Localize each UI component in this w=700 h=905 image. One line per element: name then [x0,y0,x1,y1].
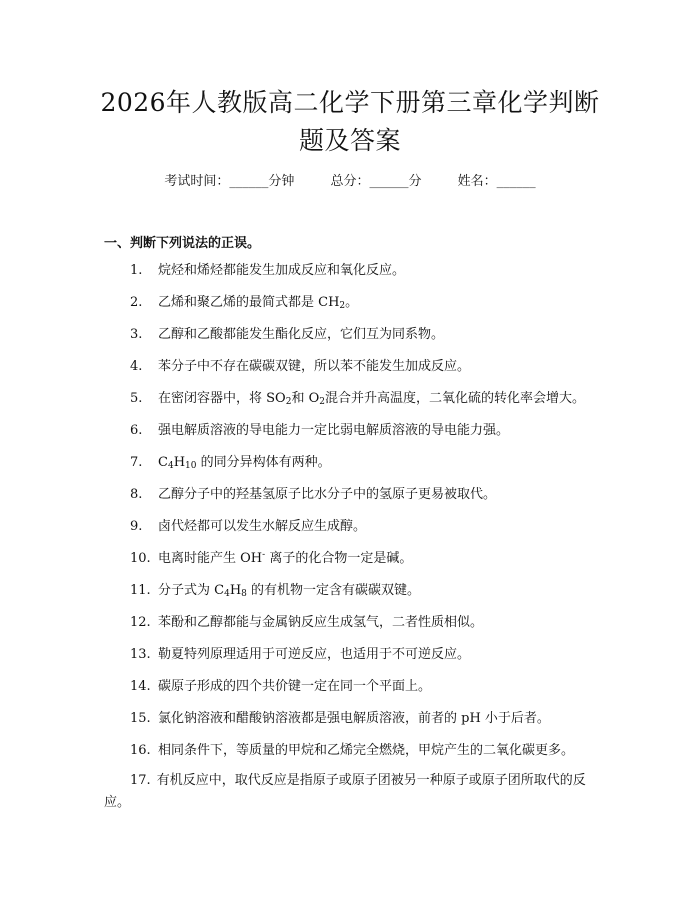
question-item [130,294,600,312]
question-text: 有机反应中，取代反应是指原子或原子团被另一种原子或原子团所取代的反应。 [104,773,586,810]
question-number: 3. [130,327,143,342]
question-item [130,518,600,536]
question-number: 5. [130,391,143,406]
question-number: 1. [130,263,143,278]
exam-score: 总分：______分 [330,174,422,189]
question-text: C [158,455,168,470]
question-text: 乙醇分子中的羟基氢原子比水分子中的氢原子更易被取代。 [158,487,497,502]
question-item [130,742,600,760]
question-text-end: 离子的化合物一定是碱。 [265,551,413,566]
question-text: 碳原子形成的四个共价键一定在同一个平面上。 [158,679,432,694]
question-text: 乙烯和聚乙烯的最简式都是 CH [158,295,340,310]
question-item [104,770,604,814]
question-text-mid: H [229,583,242,598]
question-item [130,646,600,664]
question-number: 13. [130,647,151,662]
subscript: 2 [285,397,292,407]
question-number: 17. [130,773,151,788]
question-item [130,550,600,568]
subscript: 10 [185,461,197,471]
subscript: 4 [224,589,230,599]
section-heading: 一、判断下列说法的正误。 [104,236,261,251]
question-text: 苯分子中不存在碳碳双键，所以苯不能发生加成反应。 [158,359,471,374]
question-item [130,454,600,472]
question-number: 7. [130,455,143,470]
question-text: 分子式为 C [158,583,225,598]
question-number: 15. [130,711,151,726]
question-text: 电离时能产生 OH [158,551,263,566]
question-number: 12. [130,615,151,630]
question-item [130,358,600,376]
question-item [130,678,600,696]
question-text: 氯化钠溶液和醋酸钠溶液都是强电解质溶液，前者的 pH 小于后者。 [158,711,550,726]
question-text: 卤代烃都可以发生水解反应生成醇。 [158,519,367,534]
exam-time: 考试时间：______分钟 [164,174,295,189]
question-number: 6. [130,423,143,438]
question-text: 苯酚和乙醇都能与金属钠反应生成氢气，二者性质相似。 [158,615,484,630]
question-item [130,422,600,440]
subscript: 4 [167,461,174,471]
question-text-end: 。 [345,295,359,310]
question-text-end: 的有机物一定含有碳碳双键。 [246,583,421,598]
question-text: 勒夏特列原理适用于可逆反应，也适用于不可逆反应。 [158,647,471,662]
subscript: 8 [241,589,247,599]
question-number: 14. [130,679,151,694]
student-name: 姓名：______ [457,174,536,189]
subscript: 2 [339,301,346,311]
question-text: 烷烃和烯烃都能发生加成反应和氧化反应。 [158,263,406,278]
subscript: 2 [319,397,325,407]
question-text-mid: H [173,455,186,470]
question-text: 强电解质溶液的导电能力一定比弱电解质溶液的导电能力强。 [158,423,510,438]
question-number: 8. [130,487,143,502]
question-number: 9. [130,519,143,534]
question-item [130,582,600,600]
question-text: 乙醇和乙酸都能发生酯化反应，它们互为同系物。 [158,327,445,342]
question-text-end: 的同分异构体有两种。 [196,455,331,470]
document-title [90,84,610,160]
question-number: 11. [130,583,151,598]
exam-meta [0,170,700,189]
question-text-mid: 和 O [291,391,320,406]
question-item [130,390,600,408]
superscript: - [262,550,266,560]
question-item [130,486,600,504]
question-item [130,326,600,344]
question-text-end: 混合并升高温度，二氧化硫的转化率会增大。 [324,391,585,406]
question-text: 在密闭容器中，将 SO [158,391,286,406]
title-line-2: 题及答案 [298,126,401,155]
question-item [130,262,600,280]
question-text: 相同条件下，等质量的甲烷和乙烯完全燃烧，甲烷产生的二氧化碳更多。 [158,743,575,758]
question-item [130,614,600,632]
question-number: 10. [130,551,151,566]
question-item [130,710,600,728]
question-number: 16. [130,743,151,758]
question-number: 2. [130,295,143,310]
question-number: 4. [130,359,143,374]
title-line-1: 2026年人教版高二化学下册第三章化学判断 [100,88,600,117]
